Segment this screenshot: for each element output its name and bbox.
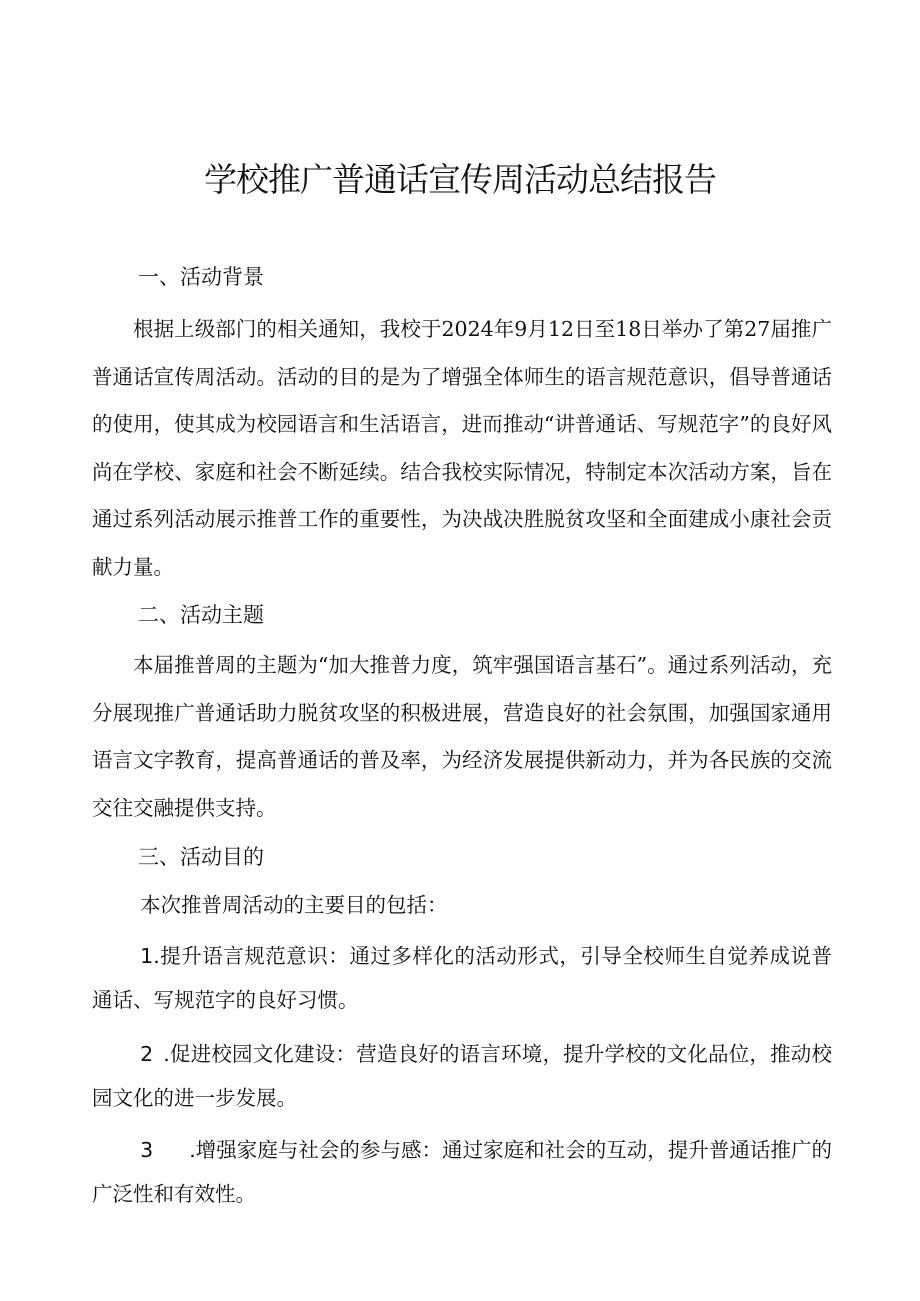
purpose-item-3-text: .增强家庭与社会的参与感：通过家庭和社会的互动，提升普通话推广的广泛性和有效性。 <box>92 1138 832 1206</box>
purpose-item-2-number: 2 <box>140 1042 154 1066</box>
document-title: 学校推广普通话宣传周活动总结报告 <box>204 160 716 199</box>
purpose-item-1-text: .提升语言规范意识：通过多样化的活动形式，引导全校师生自觉养成说普通话、写规范字的良好习惯。 <box>92 944 832 1012</box>
purpose-item-3-number: 3 <box>140 1138 154 1162</box>
section-heading-purpose: 三、活动目的 <box>138 845 264 869</box>
purpose-intro: 本次推普周活动的主要目的包括： <box>140 893 448 917</box>
section-paragraph-theme: 本届推普周的主题为“加大推普力度，筑牢强国语言基石”。通过系列活动，充分展现推广普通话助力脱贫攻坚的积极进展，营造良好的社会氛围，加强国家通用语言文字教育，提高普通话的普及率，为经济发展提供新动力，并为各民族的交流交往交融提供支持。 <box>92 653 832 820</box>
purpose-item-2-text: .促进校园文化建设：营造良好的语言环境，提升学校的文化品位，推动校园文化的进一步发展。 <box>92 1042 832 1110</box>
section-heading-background: 一、活动背景 <box>138 265 264 289</box>
section-heading-theme: 二、活动主题 <box>138 603 264 627</box>
purpose-item-1-number: 1 <box>140 944 154 968</box>
purpose-item-2 <box>92 1032 832 1120</box>
purpose-item-1 <box>92 934 832 1022</box>
purpose-item-3 <box>92 1128 832 1216</box>
section-paragraph-background: 根据上级部门的相关通知，我校于2024年9月12日至18日举办了第27届推广普通话宣传周活动。活动的目的是为了增强全体师生的语言规范意识，倡导普通话的使用，使其成为校园语言和生活语言，进而推动“讲普通话、写规范字”的良好风尚在学校、家庭和社会不断延续。结合我校实际情况，特制定本次活动方案，旨在通过系列活动展示推普工作的重要性，为决战决胜脱贫攻坚和全面建成小康社会贡献力量。 <box>92 317 832 579</box>
